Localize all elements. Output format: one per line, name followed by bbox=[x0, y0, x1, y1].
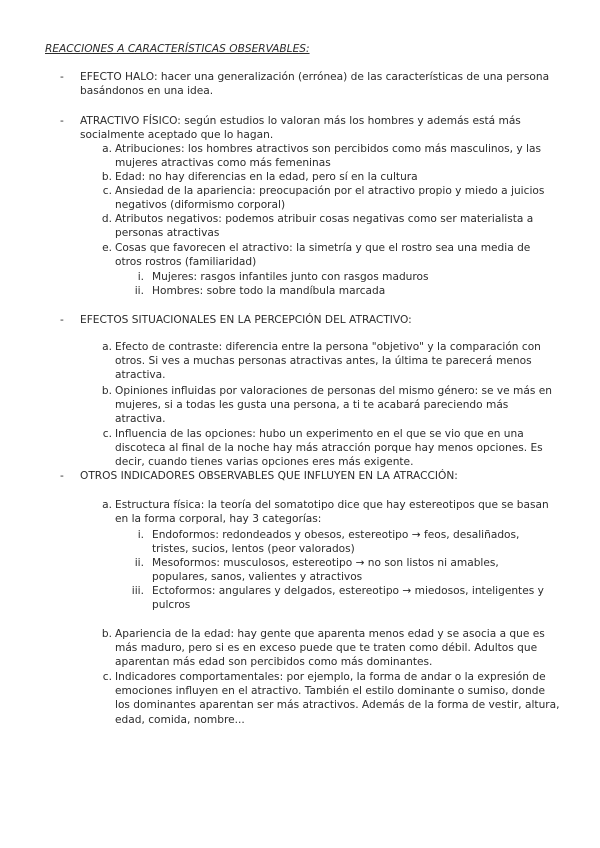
sub-list-item-text: Mesoformos: musculosos, estereotipo → no son listos ni amables, populares, sanos, valientes y atractivos bbox=[152, 557, 499, 584]
sub-list-item-text: Endoformos: redondeados y obesos, estereotipo → feos, desaliñados, tristes, sucios, lentos (peor valorados) bbox=[152, 529, 520, 556]
list-item bbox=[102, 184, 555, 212]
section-text: EFECTO HALO: hacer una generalización (errónea) de las características de una persona basándonos en una idea. bbox=[80, 71, 550, 98]
sub-list-item-text: Mujeres: rasgos infantiles junto con rasgos maduros bbox=[152, 271, 429, 283]
sub-list-item bbox=[137, 528, 554, 556]
list-marker: b. bbox=[101, 385, 112, 397]
list-marker: b. bbox=[101, 171, 112, 183]
section-efecto-halo bbox=[60, 70, 558, 98]
list-item-text: Atributos negativos: podemos atribuir cosas negativas como ser materialista a personas atractivas bbox=[115, 213, 534, 240]
sub-list-marker: i. bbox=[137, 271, 144, 283]
list-marker: d. bbox=[101, 213, 112, 225]
list-item bbox=[102, 241, 555, 269]
list-marker: c. bbox=[102, 185, 112, 197]
list-item bbox=[102, 670, 560, 727]
list-item-text: Indicadores comportamentales: por ejemplo, la forma de andar o la expresión de emociones influyen en el atractivo. También el estilo dominante o sumiso, donde los dominantes aparentan ser más atractivos. Además de la forma de vestir, altura, edad, comida, nombre... bbox=[115, 671, 560, 726]
list-item-text: Atribuciones: los hombres atractivos son percibidos como más masculinos, y las mujeres atractivas como más femeninas bbox=[115, 143, 541, 170]
list-marker: c. bbox=[102, 671, 112, 683]
section-text: EFECTOS SITUACIONALES EN LA PERCEPCIÓN DEL ATRACTIVO: bbox=[80, 314, 412, 326]
list-item-text: Ansiedad de la apariencia: preocupación por el atractivo propio y miedo a juicios negativos (diformismo corporal) bbox=[115, 185, 545, 212]
list-item bbox=[102, 427, 563, 470]
bullet-dash: - bbox=[60, 115, 64, 127]
list-item-text: Apariencia de la edad: hay gente que aparenta menos edad y se asocia a que es más maduro, pero si es en exceso puede que te traten como débil. Adultos que aparentan más edad son percibidos como más dominantes. bbox=[115, 628, 545, 669]
list-marker: a. bbox=[102, 143, 112, 155]
sub-list-marker: iii. bbox=[131, 585, 144, 597]
sub-list-item bbox=[137, 270, 552, 284]
document-title: REACCIONES A CARACTERÍSTICAS OBSERVABLES: bbox=[45, 43, 310, 55]
sub-list-marker: i. bbox=[137, 529, 144, 541]
list-item bbox=[101, 212, 555, 240]
section-otros-indicadores bbox=[60, 469, 558, 483]
bullet-dash: - bbox=[60, 470, 64, 482]
sub-list-marker: ii. bbox=[134, 557, 144, 569]
list-marker: b. bbox=[101, 628, 112, 640]
bullet-dash: - bbox=[60, 71, 64, 83]
list-item-text: Estructura física: la teoría del somatotipo dice que hay estereotipos que se basan en la forma corporal, hay 3 categorías: bbox=[115, 499, 549, 526]
list-marker: e. bbox=[102, 242, 112, 254]
section-text: OTROS INDICADORES OBSERVABLES QUE INFLUYEN EN LA ATRACCIÓN: bbox=[80, 470, 458, 482]
list-item-text: Cosas que favorecen el atractivo: la simetría y que el rostro sea una media de otros rostros (familiaridad) bbox=[115, 242, 531, 269]
bullet-dash: - bbox=[60, 314, 64, 326]
section-text: ATRACTIVO FÍSICO: según estudios lo valoran más los hombres y además está más socialmente aceptado que lo hagan. bbox=[80, 115, 521, 142]
list-item-text: Influencia de las opciones: hubo un experimento en el que se vio que en una discoteca al final de la noche hay más atracción porque hay menos opciones. Es decir, cuando tienes varias opciones eres más exigente. bbox=[115, 428, 543, 469]
list-item-text: Edad: no hay diferencias en la edad, pero sí en la cultura bbox=[115, 171, 418, 183]
list-item bbox=[101, 627, 560, 670]
sub-list-item bbox=[131, 584, 554, 612]
list-marker: c. bbox=[102, 428, 112, 440]
list-item-text: Efecto de contraste: diferencia entre la persona "objetivo" y la comparación con otros. Si ves a muchas personas atractivas antes, la última te parecerá menos atractiva. bbox=[115, 341, 541, 382]
sub-list-item bbox=[134, 284, 552, 298]
list-item-text: Opiniones influidas por valoraciones de personas del mismo género: se ve más en mujeres, si a todas les gusta una persona, a ti te acabará pareciendo más atractiva. bbox=[115, 385, 552, 426]
sub-list-item-text: Hombres: sobre todo la mandíbula marcada bbox=[152, 285, 386, 297]
section-efectos-situacionales bbox=[60, 313, 558, 327]
list-item bbox=[101, 384, 559, 427]
list-marker: a. bbox=[102, 499, 112, 511]
list-item bbox=[102, 142, 555, 170]
sub-list-item bbox=[134, 556, 554, 584]
list-item bbox=[102, 340, 559, 383]
sub-list-item-text: Ectoformos: angulares y delgados, estereotipo → miedosos, inteligentes y pulcros bbox=[152, 585, 544, 612]
list-item bbox=[102, 498, 555, 526]
sub-list-marker: ii. bbox=[134, 285, 144, 297]
list-marker: a. bbox=[102, 341, 112, 353]
section-atractivo-fisico bbox=[60, 114, 558, 142]
list-item bbox=[101, 170, 555, 184]
